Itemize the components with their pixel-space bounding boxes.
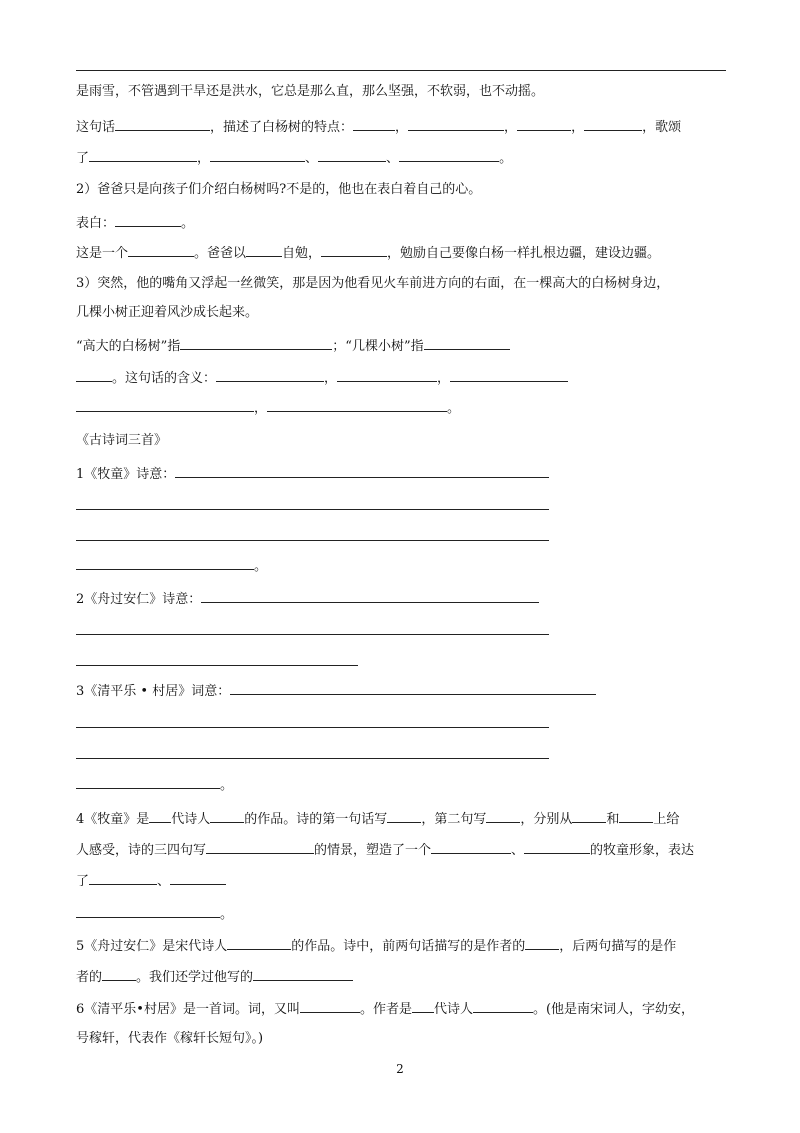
fill-blank[interactable] <box>246 242 282 257</box>
fill-blank[interactable] <box>524 839 590 854</box>
text-line: 3《清平乐 • 村居》词意： <box>76 680 596 702</box>
fill-blank[interactable] <box>431 839 511 854</box>
fill-blank[interactable] <box>180 335 332 350</box>
fill-blank[interactable] <box>216 367 324 382</box>
fill-blank[interactable] <box>206 839 314 854</box>
answer-line[interactable] <box>76 509 549 510</box>
fill-blank[interactable] <box>175 463 549 478</box>
fill-blank[interactable] <box>267 397 447 412</box>
text-line: 3）突然，他的嘴角又浮起一丝微笑，那是因为他看见火车前进方向的右面，在一棵高大的白杨树身边， <box>76 276 670 291</box>
fill-blank[interactable] <box>253 966 353 981</box>
text-line: 。 <box>76 774 233 796</box>
fill-blank[interactable] <box>89 147 197 162</box>
text-line: 6《清平乐•村居》是一首词。词，又叫 。作者是 代诗人 。(他是南宋词人，字幼安， <box>76 998 694 1020</box>
text-line: 几棵小树正迎着风沙成长起来。 <box>76 305 259 320</box>
fill-blank[interactable] <box>517 116 571 131</box>
fill-blank[interactable] <box>486 808 520 823</box>
fill-blank[interactable] <box>473 998 533 1013</box>
fill-blank[interactable] <box>572 808 606 823</box>
fill-blank[interactable] <box>149 808 171 823</box>
answer-line[interactable] <box>76 540 549 541</box>
fill-blank[interactable] <box>584 116 642 131</box>
fill-blank[interactable] <box>210 147 305 162</box>
fill-blank[interactable] <box>201 588 539 603</box>
fill-blank[interactable] <box>170 870 226 885</box>
fill-blank[interactable] <box>318 147 386 162</box>
text-line: 2）爸爸只是向孩子们介绍白杨树吗?不是的，他也在表白着自己的心。 <box>76 182 482 197</box>
text-line: 。 <box>76 555 267 577</box>
fill-blank[interactable] <box>76 397 254 412</box>
fill-blank[interactable] <box>321 242 387 257</box>
fill-blank[interactable] <box>115 116 210 131</box>
fill-blank[interactable] <box>619 808 653 823</box>
text-line: 了 ， 、 、 。 <box>76 147 512 169</box>
top-rule <box>76 70 726 71</box>
text-line: 。 <box>76 903 233 925</box>
answer-line[interactable] <box>76 634 549 635</box>
fill-blank[interactable] <box>210 808 244 823</box>
fill-blank[interactable] <box>424 335 510 350</box>
text-line: 5《舟过安仁》是宋代诗人 的作品。诗中，前两句话描写的是作者的 ，后两句描写的是作 <box>76 935 676 957</box>
fill-blank[interactable] <box>76 903 220 918</box>
fill-blank[interactable] <box>227 935 291 950</box>
fill-blank[interactable] <box>76 367 112 382</box>
fill-blank[interactable] <box>128 242 194 257</box>
text-line: 人感受，诗的三四句写 的情景，塑造了一个 、 的牧童形象，表达 <box>76 839 694 861</box>
fill-blank[interactable] <box>76 555 254 570</box>
text-line: ， 。 <box>76 397 460 419</box>
fill-blank[interactable] <box>300 998 360 1013</box>
text-line: 了 、 <box>76 870 226 892</box>
text-line: 是雨雪，不管遇到干旱还是洪水，它总是那么直，那么坚强，不软弱，也不动摇。 <box>76 84 545 99</box>
fill-blank[interactable] <box>408 116 504 131</box>
text-line: 号稼轩，代表作《稼轩长短句》。) <box>76 1031 264 1046</box>
fill-blank[interactable] <box>412 998 434 1013</box>
fill-blank[interactable] <box>337 367 437 382</box>
fill-blank[interactable] <box>230 680 596 695</box>
text-line: 。这句话的含义： ， ， <box>76 367 568 389</box>
page-number: 2 <box>396 1062 404 1076</box>
text-line: 者的 。我们还学过他写的 <box>76 966 353 988</box>
answer-line[interactable] <box>76 727 549 728</box>
text-line: 表白： 。 <box>76 212 194 234</box>
fill-blank[interactable] <box>76 774 220 789</box>
text-line: 4《牧童》是 代诗人 的作品。诗的第一句话写 ，第二句写 ，分别从 和 上给 <box>76 808 679 830</box>
fill-blank[interactable] <box>399 147 499 162</box>
fill-blank[interactable] <box>387 808 421 823</box>
text-line: 2《舟过安仁》诗意： <box>76 588 539 610</box>
fill-blank[interactable] <box>89 870 157 885</box>
text-line: “高大的白杨树”指 ；“几棵小树”指 <box>76 335 510 357</box>
fill-blank[interactable] <box>115 212 181 227</box>
answer-line[interactable] <box>76 758 549 759</box>
text-line: 这是一个 。爸爸以 自勉， ，勉励自己要像白杨一样扎根边疆，建设边疆。 <box>76 242 660 264</box>
answer-line[interactable] <box>76 665 358 666</box>
text-line: 这句话 ，描述了白杨树的特点： ， ， ， ，歌颂 <box>76 116 681 138</box>
text-line: 1《牧童》诗意： <box>76 463 549 485</box>
fill-blank[interactable] <box>450 367 568 382</box>
section-title: 《古诗词三首》 <box>76 433 168 448</box>
fill-blank[interactable] <box>102 966 136 981</box>
fill-blank[interactable] <box>353 116 395 131</box>
fill-blank[interactable] <box>525 935 559 950</box>
